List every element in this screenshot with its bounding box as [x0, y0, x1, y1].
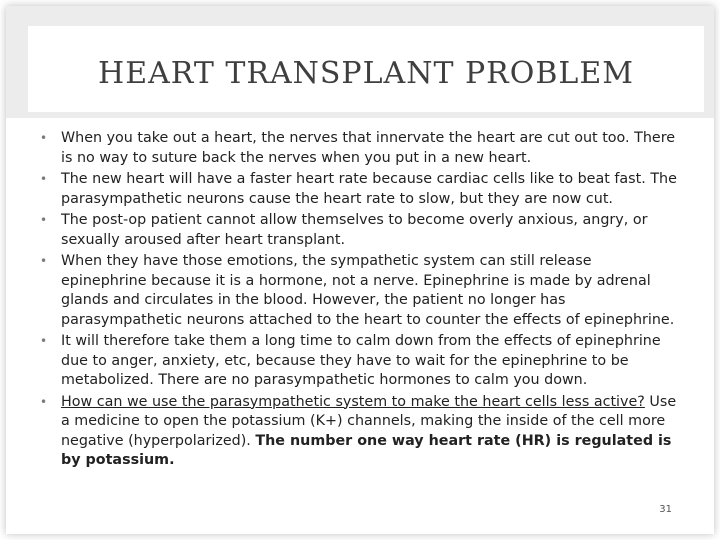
bullet-dot-icon: • — [40, 213, 48, 227]
title-box — [28, 26, 704, 112]
slide-title: HEART TRANSPLANT PROBLEM — [98, 55, 634, 91]
bullet-item — [40, 332, 680, 391]
bullet-item — [40, 129, 680, 168]
bullet-item — [40, 252, 680, 330]
bullet-item — [40, 170, 680, 209]
bullet-text: When you take out a heart, the nerves that innervate the heart are cut out too. There is no way to suture back the nerves when you put in a new heart. — [61, 130, 676, 166]
bullet-text: When they have those emotions, the sympathetic system can still release epinephrine because it is a hormone, not a nerve. Epinephrine is made by adrenal glands and circulates in the blood. However, the patient no longer has parasympathetic neurons attached to the heart to counter the effects of epinephrine. — [61, 253, 675, 328]
bullet-text: Use a medicine to open the potassium (K+) channels, making the inside of the cell more negative (hyperpolarized). — [61, 393, 677, 449]
bullet-text: It will therefore take them a long time to calm down from the effects of epinephrine due to anger, anxiety, etc, because they have to wait for the epinephrine to be metabolized. There are no parasympathetic hormones to calm you down. — [61, 333, 661, 388]
bullet-text: The new heart will have a faster heart rate because cardiac cells like to beat fast. The parasympathetic neurons cause the heart rate to slow, but they are now cut. — [61, 171, 677, 207]
title-band — [6, 6, 714, 118]
bullet-text: The post-op patient cannot allow themselves to become overly anxious, angry, or sexually aroused after heart transplant. — [61, 212, 648, 248]
bullet-dot-icon: • — [40, 254, 48, 268]
key-point-text: The number one way heart rate (HR) is regulated is by potassium. — [61, 432, 672, 468]
question-text: How can we use the parasympathetic system to make the heart cells less active? — [61, 393, 645, 410]
bullet-dot-icon: • — [40, 172, 48, 186]
page-number: 31 — [659, 504, 672, 515]
bullet-dot-icon: • — [40, 394, 48, 409]
slide-content — [40, 129, 680, 473]
bullet-list — [40, 129, 680, 471]
bullet-item — [40, 211, 680, 250]
bullet-dot-icon: • — [40, 131, 48, 145]
bullet-item — [40, 393, 680, 471]
bullet-dot-icon: • — [40, 334, 48, 348]
